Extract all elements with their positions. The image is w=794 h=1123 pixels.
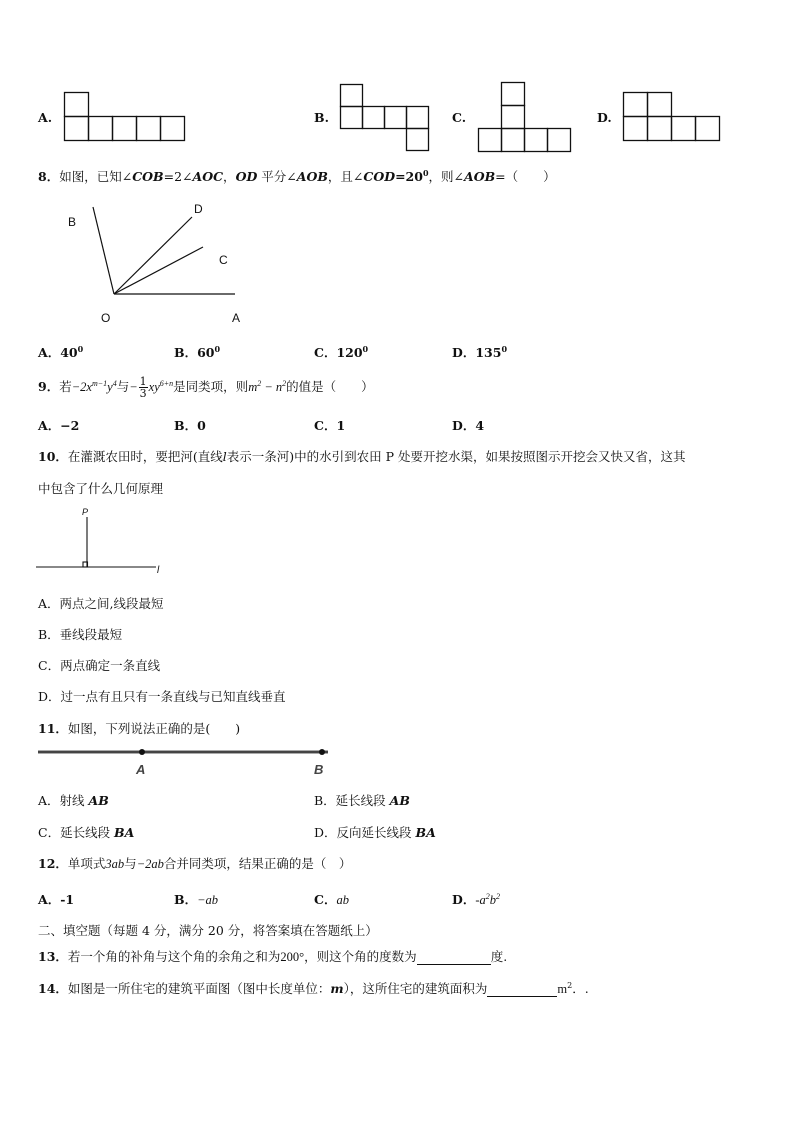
q13-stem — [38, 947, 507, 965]
q8-bisect: 平分∠ — [257, 169, 297, 184]
q9-mid: 是同类项，则 — [173, 379, 249, 394]
q8-deg: 0 — [422, 167, 429, 178]
q8-and: ，且∠ — [327, 169, 364, 184]
q8-aob-1: AOB — [296, 169, 328, 184]
q8-then: ，则∠ — [428, 169, 465, 184]
q8-aob-2: AOB — [464, 169, 496, 184]
q8-eq20: =20 — [395, 169, 423, 184]
q9-post: 的值是（ ） — [286, 379, 374, 394]
q9-term1: −2x — [71, 380, 92, 394]
q7-option-a-net — [64, 92, 188, 142]
q11-option-a: A．射线 AB — [38, 793, 109, 808]
q10-line1-post: 表示一条河)中的水引到农田 P 处要开挖水渠，如果按照图示开挖会又快又省，这其 — [226, 449, 686, 464]
q12-option-b: B．−ab — [174, 892, 219, 907]
q8-label-b: B — [68, 215, 77, 229]
q9-term2: xy — [148, 380, 160, 394]
q10-label-l: l — [157, 565, 160, 576]
q8-stem — [38, 167, 556, 185]
q13-answer-blank[interactable] — [417, 949, 491, 965]
q8-comma: ， — [223, 169, 236, 184]
q7-option-d-label: D. — [597, 110, 612, 125]
q9-term1-exp1: m−1 — [91, 378, 108, 388]
q11-label-a: A — [136, 762, 146, 777]
q8-label-o: O — [101, 311, 111, 325]
q13-pre: 若一个角的补角与这个角的余角之和为 — [67, 949, 281, 964]
q9-minus-n: − n — [261, 380, 283, 394]
q13-mid: ，则这个角的度数为 — [304, 949, 417, 964]
q9-term2-exp: 6+n — [159, 378, 174, 388]
q10-option-d: D．过一点有且只有一条直线与已知直线垂直 — [38, 689, 286, 704]
q7-option-c-net — [478, 82, 576, 154]
q8-label-c: C — [219, 253, 228, 267]
q10-line1-pre: 在灌溉农田时，要把河(直线 — [67, 449, 223, 464]
q12-term1: 3ab — [105, 857, 125, 871]
q8-cob: COB — [132, 169, 164, 184]
q7-option-c-label: C. — [452, 110, 467, 125]
q8-option-b: B．$60^0$ — [174, 343, 221, 360]
q13-value: 200° — [280, 950, 305, 964]
q14-unit-sup: 2 — [567, 980, 573, 990]
q11-option-c: C．延长线段 BA — [38, 825, 135, 840]
q7-option-b-net — [340, 84, 430, 156]
q12-option-d: D．$-a^2b^2$ — [452, 891, 501, 907]
q14-unit: m — [557, 982, 568, 996]
q10-stem-line1 — [38, 447, 686, 465]
q10-label-p: P — [82, 507, 89, 517]
q10-number: 10． — [38, 449, 68, 464]
q10-option-a: A．两点之间,线段最短 — [38, 596, 164, 611]
q9-option-d: D．4 — [452, 418, 485, 433]
q11-stem — [38, 719, 240, 737]
q12-pre: 单项式 — [67, 856, 106, 871]
q12-term2: −2ab — [136, 857, 164, 871]
q12-stem — [38, 854, 351, 872]
q9-number: 9． — [38, 379, 60, 394]
q13-number: 13． — [38, 949, 68, 964]
q8-text: 如图，已知∠ — [59, 169, 133, 184]
q14-answer-blank[interactable] — [487, 981, 557, 997]
q7-option-b-label: B. — [314, 110, 329, 125]
q11-number: 11． — [38, 721, 68, 736]
q8-option-a: A．$40^0$ — [38, 343, 84, 360]
q14-number: 14． — [38, 981, 68, 996]
q10-l: l — [222, 449, 227, 464]
q14-unit-m: m — [330, 981, 344, 996]
q9-m-exp: 2 — [257, 378, 262, 388]
q10-perpendicular-figure — [36, 508, 166, 578]
q10-option-c: C．两点确定一条直线 — [38, 658, 161, 673]
q9-term1-exp2: 4 — [112, 378, 117, 388]
q8-cod: COD — [363, 169, 396, 184]
q9-option-b: B．0 — [174, 418, 206, 433]
q11-option-d: D．反向延长线段 BA — [314, 825, 436, 840]
q14-stem — [38, 979, 589, 997]
q8-angle-figure — [60, 195, 260, 335]
q10-option-b: B．垂线段最短 — [38, 627, 123, 642]
q12-post: 合并同类项，结果正确的是（ ） — [163, 856, 352, 871]
q8-option-c: C．$120^0$ — [314, 343, 369, 360]
q8-number: 8． — [38, 169, 60, 184]
q11-text: 如图，下列说法正确的是( ) — [67, 721, 241, 736]
q9-option-a: A．−2 — [38, 418, 80, 433]
q8-eq: =2∠ — [163, 169, 193, 184]
q7-option-a-label: A. — [38, 110, 53, 125]
q10-stem-line2: 中包含了什么几何原理 — [38, 481, 164, 496]
q8-option-d: D．$135^0$ — [452, 343, 508, 360]
q8-ask: =（ ） — [495, 169, 556, 184]
q11-option-b: B．延长线段 AB — [314, 793, 410, 808]
q8-label-a: A — [232, 311, 241, 325]
q11-label-b: B — [314, 762, 324, 777]
q9-stem — [38, 376, 374, 399]
q14-pre: 如图是一所住宅的建筑平面图（图中长度单位： — [67, 981, 331, 996]
q9-fraction: $\frac{1}{3}$ — [139, 375, 147, 400]
q14-post: ．. — [572, 981, 589, 996]
q8-label-d: D — [194, 202, 203, 216]
q12-option-c: C．ab — [314, 892, 349, 907]
q9-option-c: C．1 — [314, 418, 346, 433]
q9-n-exp: 2 — [282, 378, 287, 388]
section2-title: 二、填空题（每题 4 分，满分 20 分，将答案填在答题纸上） — [38, 923, 378, 938]
q12-with: 与 — [124, 856, 137, 871]
q8-od: OD — [235, 169, 258, 184]
q9-term1-y: y — [107, 380, 113, 394]
q9-m: m — [248, 380, 258, 394]
q9-minus: − — [129, 380, 138, 394]
q9-with: 与 — [116, 379, 130, 394]
q11-segment-figure — [38, 744, 338, 764]
q8-aoc: AOC — [192, 169, 224, 184]
q9-pre: 若 — [59, 379, 72, 394]
q12-option-a: A．-1 — [38, 892, 75, 907]
q7-option-d-net — [623, 92, 725, 144]
q14-mid: ），这所住宅的建筑面积为 — [343, 981, 488, 996]
q12-number: 12． — [38, 856, 68, 871]
q13-post: 度. — [490, 949, 508, 964]
